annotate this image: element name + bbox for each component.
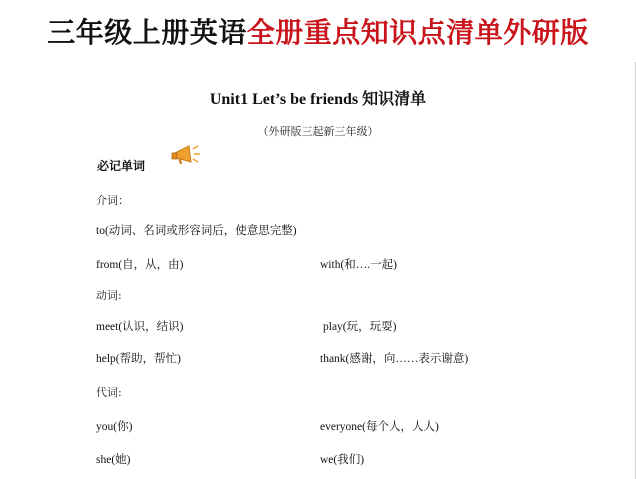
category-verbs: 动词: (96, 289, 122, 302)
category-pronouns: 代词: (96, 386, 122, 399)
banner-title-part1: 三年级上册英语 (47, 16, 247, 49)
vocab-entry-meet: meet(认识，结识) (96, 321, 184, 333)
vocab-entry-we: we(我们) (320, 454, 365, 466)
banner-title-part2: 全册重点知识点清单外研版 (246, 16, 589, 49)
document-page (0, 62, 636, 479)
vocab-entry-thank: thank(感谢，向……表示谢意) (320, 353, 469, 365)
megaphone-icon (169, 142, 201, 168)
vocab-entry-you: you(你) (96, 421, 133, 433)
vocab-entry-help: help(帮助，帮忙) (96, 353, 181, 365)
vocab-entry-everyone: everyone(每个人，人人) (320, 421, 439, 433)
vocab-entry-with: with(和….一起) (320, 259, 397, 271)
document-subtitle: （外研版三起新三年级） (257, 125, 379, 138)
vocab-entry-to: to(动词、名词或形容词后，使意思完整) (96, 225, 297, 237)
document-title: Unit1 Let’s be friends 知识清单 (209, 91, 427, 108)
vocab-entry-play: play(玩，玩耍) (323, 321, 397, 333)
category-prepositions: 介词： (96, 194, 129, 207)
vocab-entry-she: she(她) (96, 454, 131, 466)
vocab-entry-from: from(自，从，由) (96, 259, 184, 271)
section-title: 必记单词 (97, 159, 146, 173)
banner-title (0, 0, 636, 62)
